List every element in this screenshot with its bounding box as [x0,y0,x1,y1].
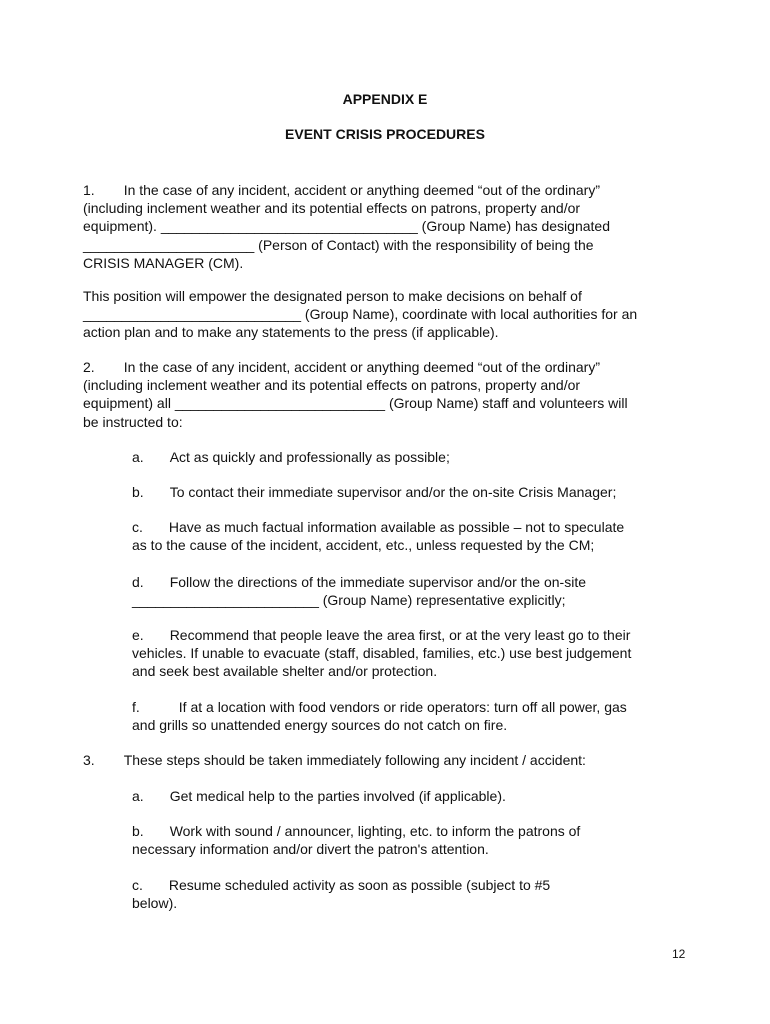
item-e-letter: e. [132,627,144,643]
section-2-item-f [132,698,692,734]
s3-item-a-letter: a. [132,788,144,804]
section-1 [83,181,683,272]
s3-item-c-line-2: below). [132,895,178,912]
page-number: 12 [672,947,686,961]
item-f-text: If at a location with food vendors or ride operators: turn off all power, gas [178,699,627,715]
s3-item-c-text: Resume scheduled activity as soon as possible (subject to #5 [168,877,551,893]
section-3-text: These steps should be taken immediately following any incident / accident: [123,752,586,768]
s3-item-b-line-1 [132,822,692,840]
item-a-line-1 [132,448,692,466]
section-2-line-1 [83,358,683,376]
position-line-1: This position will empower the designated person to make decisions on behalf of [83,288,582,304]
item-c-text: Have as much factual information available as possible – not to speculate [168,519,625,535]
item-e-line-2: vehicles. If unable to evacuate (staff, disabled, families, etc.) use best judgement [132,645,632,662]
section-2-line-2: (including inclement weather and its potential effects on patrons, property and/or [83,377,581,394]
section-3-line-1 [83,751,683,769]
s3-item-b-letter: b. [132,823,144,839]
section-2-item-d [132,573,692,609]
s3-item-c-letter: c. [132,877,143,893]
item-d-line-1 [132,573,692,591]
position-line-3: action plan and to make any statements to the press (if applicable). [83,324,499,341]
appendix-heading: APPENDIX E [342,91,428,107]
item-d-line-2: ________________________ (Group Name) representative explicitly; [132,592,566,609]
item-b-letter: b. [132,484,144,500]
section-2-item-e [132,626,692,681]
item-f-line-1 [132,698,692,716]
item-a-letter: a. [132,449,144,465]
item-c-line-2: as to the cause of the incident, accident, etc., unless requested by the CM; [132,537,595,554]
section-2-item-a [132,448,692,466]
section-1-line-1 [83,181,683,199]
item-d-letter: d. [132,574,144,590]
s3-item-b-text: Work with sound / announcer, lighting, etc. to inform the patrons of [169,823,581,839]
section-2-line-3: equipment) all ___________________________ (Group Name) staff and volunteers will [83,395,628,412]
item-f-letter: f. [132,699,140,715]
item-a-text: Act as quickly and professionally as possible; [169,449,450,465]
s3-item-a-line-1 [132,787,692,805]
section-2 [83,358,683,431]
section-3-item-c [132,876,692,912]
item-e-text: Recommend that people leave the area first, or at the very least go to their [169,627,631,643]
section-2-number: 2. [83,359,95,375]
section-3-item-b [132,822,692,858]
item-e-line-1 [132,626,692,644]
section-1-line-2: (including inclement weather and its potential effects on patrons, property and/or [83,200,581,217]
section-1-text: In the case of any incident, accident or anything deemed “out of the ordinary” [123,182,600,198]
item-b-line-1 [132,483,692,501]
s3-item-b-line-2: necessary information and/or divert the patron's attention. [132,841,489,858]
position-line-2: ____________________________ (Group Name), coordinate with local authorities for an [83,306,638,323]
s3-item-a-text: Get medical help to the parties involved (if applicable). [169,788,506,804]
item-b-text: To contact their immediate supervisor and/or the on-site Crisis Manager; [169,484,617,500]
s3-item-c-line-1 [132,876,692,894]
item-c-line-1 [132,518,692,536]
section-1-number: 1. [83,182,95,198]
section-2-item-b [132,483,692,501]
item-d-text: Follow the directions of the immediate supervisor and/or the on-site [169,574,587,590]
position-paragraph [83,287,683,342]
section-1-line-5: CRISIS MANAGER (CM). [83,254,244,271]
section-2-item-c [132,518,692,554]
section-1-line-4: ______________________ (Person of Contact) with the responsibility of being the [83,236,594,253]
item-c-letter: c. [132,519,143,535]
section-2-text: In the case of any incident, accident or anything deemed “out of the ordinary” [123,359,600,375]
section-3-number: 3. [83,752,95,768]
section-1-line-3: equipment). _________________________________ (Group Name) has designated [83,218,610,235]
section-3 [83,751,683,769]
item-e-line-3: and seek best available shelter and/or protection. [132,663,438,680]
section-2-line-4: be instructed to: [83,413,183,430]
item-f-line-2: and grills so unattended energy sources do not catch on fire. [132,717,508,734]
section-3-item-a [132,787,692,805]
document-title: EVENT CRISIS PROCEDURES [285,126,485,142]
